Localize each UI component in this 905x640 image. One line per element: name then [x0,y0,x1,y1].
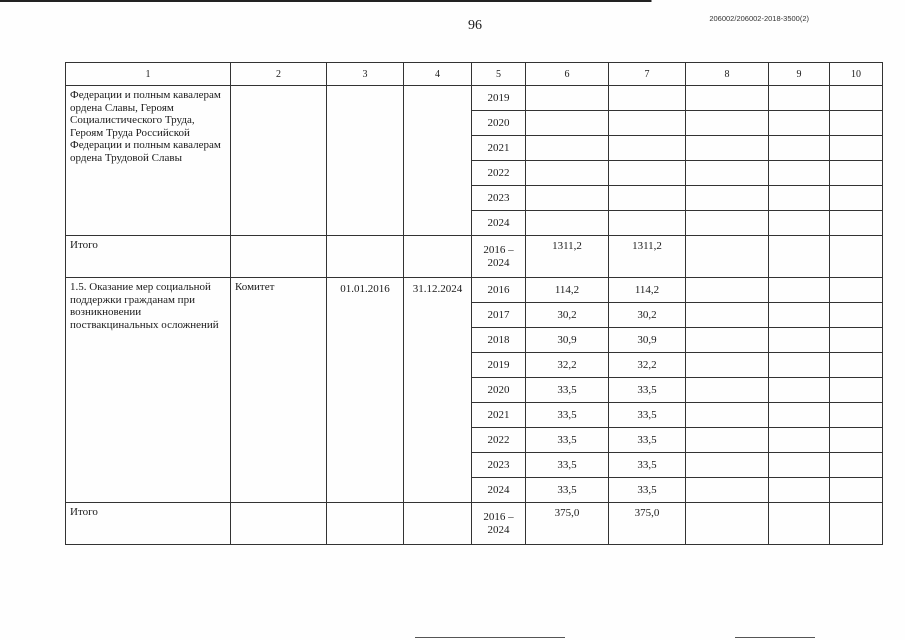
header-cell: 7 [609,63,686,86]
total-value-col6: 375,0 [526,503,609,545]
table-row [66,86,883,111]
value-col7: 33,5 [609,453,686,478]
value-col6: 33,5 [526,428,609,453]
header-cell: 5 [472,63,526,86]
header-cell: 6 [526,63,609,86]
program-table [65,62,883,545]
scan-edge-top [0,0,905,2]
value-col6: 30,2 [526,303,609,328]
table-body [66,63,883,545]
total-value-col7: 1311,2 [609,236,686,278]
total-value-col6: 1311,2 [526,236,609,278]
total-row [66,236,883,278]
value-col7: 33,5 [609,478,686,503]
measure-name: Федерации и полным кавалерам ордена Славы, Героям Социалистического Труда, Героям Труда Российской Федерации и полным кавалерам ордена Трудовой Славы [66,86,231,236]
header-cell: 8 [686,63,769,86]
total-label: Итого [66,236,231,278]
value-col7: 30,9 [609,328,686,353]
header-cell: 2 [231,63,327,86]
value-col6: 33,5 [526,453,609,478]
value-col6: 33,5 [526,403,609,428]
year-cell: 2018 [472,328,526,353]
end-date-cell: 31.12.2024 [404,278,472,503]
total-row [66,503,883,545]
start-date-cell: 01.01.2016 [327,278,404,503]
executor-cell: Комитет [231,278,327,503]
executor-cell [231,86,327,236]
header-cell: 9 [769,63,830,86]
header-row [66,63,883,86]
year-cell: 2021 [472,403,526,428]
document-code: 206002/206002-2018-3500(2) [709,14,809,23]
value-col6: 30,9 [526,328,609,353]
value-col6: 32,2 [526,353,609,378]
page-number: 96 [468,18,482,33]
header-cell: 3 [327,63,404,86]
value-col7: 33,5 [609,428,686,453]
measure-name: 1.5. Оказание мер социальной поддержки гражданам при возникновении поствакцинальных осложнений [66,278,231,503]
year-cell: 2019 [472,353,526,378]
year-cell: 2020 [472,378,526,403]
year-cell: 2017 [472,303,526,328]
total-value-col7: 375,0 [609,503,686,545]
value-col6: 114,2 [526,278,609,303]
year-cell: 2020 [472,111,526,136]
year-cell: 2019 [472,86,526,111]
value-col7: 114,2 [609,278,686,303]
total-years: 2016 – 2024 [472,236,526,278]
value-col7: 33,5 [609,403,686,428]
header-cell: 10 [830,63,883,86]
year-cell: 2023 [472,453,526,478]
year-cell: 2024 [472,211,526,236]
year-cell: 2022 [472,428,526,453]
value-col6: 33,5 [526,478,609,503]
header-cell: 4 [404,63,472,86]
year-cell: 2021 [472,136,526,161]
scan-edge-bottom-right [735,637,815,638]
value-col6: 33,5 [526,378,609,403]
year-cell: 2022 [472,161,526,186]
table-row [66,278,883,303]
value-col7: 32,2 [609,353,686,378]
year-cell: 2016 [472,278,526,303]
value-col7: 30,2 [609,303,686,328]
total-label: Итого [66,503,231,545]
total-years: 2016 – 2024 [472,503,526,545]
header-cell: 1 [66,63,231,86]
end-date-cell [404,86,472,236]
start-date-cell [327,86,404,236]
value-col7: 33,5 [609,378,686,403]
year-cell: 2024 [472,478,526,503]
scan-edge-bottom [415,637,565,638]
year-cell: 2023 [472,186,526,211]
